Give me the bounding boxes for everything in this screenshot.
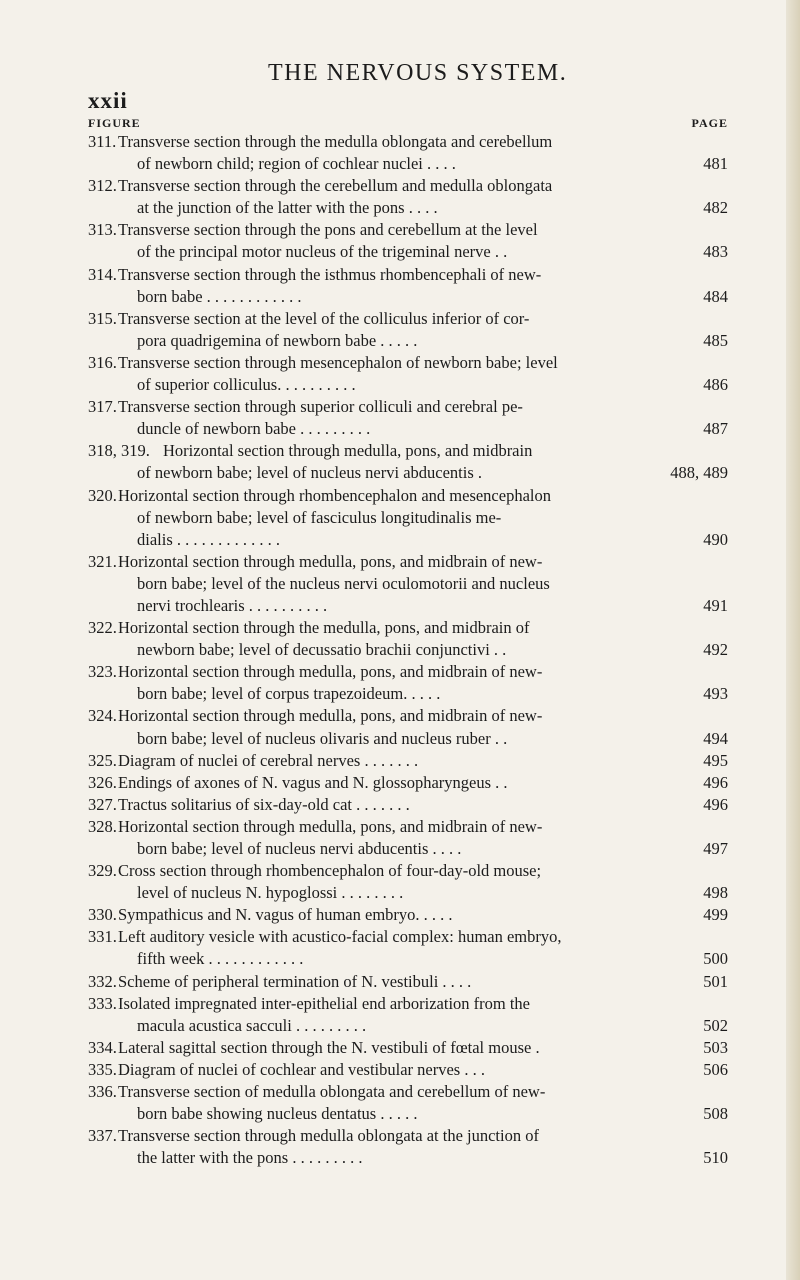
figure-list-line	[88, 485, 728, 507]
figure-list-line	[88, 705, 728, 727]
page-reference: 486	[703, 375, 728, 395]
figure-list-line	[88, 1103, 728, 1125]
page-reference: 496	[703, 794, 728, 814]
page-reference: 484	[703, 286, 728, 306]
figure-caption: Horizontal section through medulla, pons, and midbrain	[163, 441, 533, 461]
figure-caption: Isolated impregnated inter-epithelial end arborization from the	[118, 993, 531, 1013]
figure-caption: nervi trochlearis . . . . . . . . . .	[137, 595, 328, 615]
figure-list-line	[88, 507, 728, 529]
figure-caption: Transverse section through the cerebellum and medulla oblongata	[118, 176, 553, 196]
figure-list	[88, 131, 728, 1169]
figure-list-line	[88, 1015, 728, 1037]
figure-number: 318, 319.	[88, 441, 150, 461]
page-reference: 501	[703, 971, 728, 991]
page-header	[88, 60, 728, 113]
figure-list-line	[88, 904, 728, 926]
figure-caption: Transverse section at the level of the colliculus inferior of cor-	[118, 308, 530, 328]
page-reference: 482	[703, 198, 728, 218]
figure-number: 321.	[88, 551, 117, 571]
figure-list-line	[88, 153, 728, 175]
figure-list-line	[88, 241, 728, 263]
figure-list-line	[88, 418, 728, 440]
figure-list-line	[88, 352, 728, 374]
figure-list-line	[88, 396, 728, 418]
figure-caption: of newborn babe; level of fasciculus longitudinalis me-	[137, 507, 502, 527]
figure-list-line	[88, 286, 728, 308]
figure-number: 325.	[88, 750, 117, 770]
page-reference: 483	[703, 242, 728, 262]
figure-caption: Transverse section through medulla oblongata at the junction of	[118, 1126, 539, 1146]
figure-list-line	[88, 772, 728, 794]
figure-list-line	[88, 131, 728, 153]
figure-caption: Diagram of nuclei of cerebral nerves . . . . . . .	[118, 750, 419, 770]
figure-number: 315.	[88, 308, 117, 328]
figure-caption: Horizontal section through medulla, pons, and midbrain of new-	[118, 706, 543, 726]
figure-number: 335.	[88, 1059, 117, 1079]
figure-list-line	[88, 993, 728, 1015]
figure-caption: Left auditory vesicle with acustico-facial complex: human embryo,	[118, 927, 562, 947]
figure-list-line	[88, 617, 728, 639]
figure-list-line	[88, 175, 728, 197]
figure-caption: Horizontal section through medulla, pons, and midbrain of new-	[118, 662, 543, 682]
figure-caption: newborn babe; level of decussatio brachii conjunctivi . .	[137, 640, 507, 660]
page-reference: 491	[703, 595, 728, 615]
figure-caption: pora quadrigemina of newborn babe . . . . .	[137, 330, 418, 350]
figure-caption: Horizontal section through medulla, pons, and midbrain of new-	[118, 551, 543, 571]
figure-caption: of superior colliculus. . . . . . . . . .	[137, 375, 356, 395]
figure-caption: duncle of newborn babe . . . . . . . . .	[137, 419, 371, 439]
figure-number: 333.	[88, 993, 117, 1013]
page-reference: 499	[703, 905, 728, 925]
figure-list-line	[88, 860, 728, 882]
figure-number: 327.	[88, 794, 117, 814]
page-reference: 494	[703, 728, 728, 748]
figure-number: 317.	[88, 397, 117, 417]
figure-list-line	[88, 1081, 728, 1103]
figure-caption: dialis . . . . . . . . . . . . .	[137, 529, 280, 549]
page-reference: 488, 489	[670, 463, 728, 483]
figure-number: 330.	[88, 905, 117, 925]
figure-list-line	[88, 573, 728, 595]
figure-column-header: FIGURE	[88, 116, 141, 130]
figure-list-line	[88, 595, 728, 617]
page-number: xxii	[88, 88, 128, 113]
page-reference: 485	[703, 330, 728, 350]
page-reference: 493	[703, 684, 728, 704]
figure-caption: Horizontal section through medulla, pons, and midbrain of new-	[118, 816, 543, 836]
figure-caption: level of nucleus N. hypoglossi . . . . . . . .	[137, 883, 404, 903]
figure-list-line	[88, 926, 728, 948]
figure-caption: Transverse section through the isthmus rhombencephali of new-	[118, 264, 542, 284]
figure-number: 332.	[88, 971, 117, 991]
figure-caption: Cross section through rhombencephalon of four-day-old mouse;	[118, 861, 542, 881]
figure-caption: born babe; level of the nucleus nervi oculomotorii and nucleus	[137, 573, 550, 593]
figure-list-line	[88, 794, 728, 816]
figure-caption: Horizontal section through rhombencephalon and mesencephalon	[118, 485, 551, 505]
page-reference: 510	[703, 1148, 728, 1168]
figure-caption: Transverse section through the pons and cerebellum at the level	[118, 220, 538, 240]
figure-caption: of newborn babe; level of nucleus nervi abducentis .	[137, 463, 483, 483]
figure-list-line	[88, 661, 728, 683]
figure-caption: of the principal motor nucleus of the trigeminal nerve . .	[137, 242, 508, 262]
figure-caption: of newborn child; region of cochlear nuclei . . . .	[137, 154, 456, 174]
figure-number: 316.	[88, 352, 117, 372]
figure-number: 334.	[88, 1037, 117, 1057]
figure-caption: Transverse section through mesencephalon of newborn babe; level	[118, 352, 558, 372]
figure-number: 331.	[88, 927, 117, 947]
figure-list-line	[88, 1037, 728, 1059]
page-reference: 487	[703, 419, 728, 439]
figure-caption: Horizontal section through the medulla, pons, and midbrain of	[118, 618, 530, 638]
figure-list-line	[88, 1125, 728, 1147]
page-reference: 490	[703, 529, 728, 549]
figure-number: 313.	[88, 220, 117, 240]
figure-list-line	[88, 440, 728, 462]
page-edge	[786, 0, 800, 1280]
figure-list-line	[88, 529, 728, 551]
figure-list-line	[88, 197, 728, 219]
figure-caption: Transverse section through the medulla oblongata and cerebellum	[118, 132, 553, 151]
figure-list-line	[88, 551, 728, 573]
figure-list-line	[88, 971, 728, 993]
page-reference: 481	[703, 154, 728, 174]
figure-list-line	[88, 1147, 728, 1169]
figure-number: 320.	[88, 485, 117, 505]
figure-list-line	[88, 882, 728, 904]
figure-caption: Transverse section of medulla oblongata and cerebellum of new-	[118, 1082, 546, 1102]
figure-number: 323.	[88, 662, 117, 682]
figure-caption: born babe; level of nucleus olivaris and nucleus ruber . .	[137, 728, 508, 748]
figure-number: 324.	[88, 706, 117, 726]
figure-caption: Tractus solitarius of six-day-old cat . . . . . . .	[118, 794, 410, 814]
figure-list-line	[88, 1059, 728, 1081]
figure-list-line	[88, 728, 728, 750]
figure-caption: Diagram of nuclei of cochlear and vestibular nerves . . .	[118, 1059, 485, 1079]
page-reference: 500	[703, 949, 728, 969]
figure-list-line	[88, 838, 728, 860]
figure-list-line	[88, 219, 728, 241]
figure-number: 337.	[88, 1126, 117, 1146]
figure-number: 336.	[88, 1082, 117, 1102]
figure-number: 326.	[88, 772, 117, 792]
figure-list-line	[88, 816, 728, 838]
figure-list-line	[88, 948, 728, 970]
figure-caption: Transverse section through superior colliculi and cerebral pe-	[118, 397, 523, 417]
figure-caption: at the junction of the latter with the pons . . . .	[137, 198, 438, 218]
running-title: THE NERVOUS SYSTEM.	[268, 60, 568, 86]
figure-list-line	[88, 683, 728, 705]
column-headers	[88, 116, 728, 131]
figure-list-line	[88, 750, 728, 772]
figure-number: 314.	[88, 264, 117, 284]
page-column-header: PAGE	[691, 116, 728, 130]
figure-number: 329.	[88, 861, 117, 881]
page-reference: 492	[703, 640, 728, 660]
page-reference: 496	[703, 772, 728, 792]
page-reference: 495	[703, 750, 728, 770]
figure-list-line	[88, 330, 728, 352]
figure-caption: born babe . . . . . . . . . . . .	[137, 286, 302, 306]
figure-list-line	[88, 462, 728, 484]
page-reference: 506	[703, 1059, 728, 1079]
page-reference: 497	[703, 839, 728, 858]
page-reference: 503	[703, 1037, 728, 1057]
figure-caption: Sympathicus and N. vagus of human embryo. . . . .	[118, 905, 453, 925]
figure-caption: Endings of axones of N. vagus and N. glossopharyngeus . .	[118, 772, 508, 792]
figure-caption: fifth week . . . . . . . . . . . .	[137, 949, 304, 969]
page-reference: 498	[703, 883, 728, 903]
figure-caption: born babe; level of nucleus nervi abducentis . . . .	[137, 839, 462, 858]
figure-caption: born babe showing nucleus dentatus . . . . .	[137, 1104, 418, 1124]
page-reference: 502	[703, 1015, 728, 1035]
figure-caption: Scheme of peripheral termination of N. vestibuli . . . .	[118, 971, 472, 991]
figure-caption: the latter with the pons . . . . . . . . .	[137, 1148, 363, 1168]
figure-number: 311.	[88, 132, 117, 151]
figure-list-line	[88, 374, 728, 396]
page-reference: 508	[703, 1104, 728, 1124]
figure-list-line	[88, 308, 728, 330]
figure-caption: Lateral sagittal section through the N. vestibuli of fœtal mouse .	[118, 1037, 540, 1057]
figure-list-line	[88, 639, 728, 661]
figure-list-line	[88, 264, 728, 286]
figure-caption: macula acustica sacculi . . . . . . . . .	[137, 1015, 367, 1035]
figure-number: 328.	[88, 816, 117, 836]
figure-number: 322.	[88, 618, 117, 638]
figure-caption: born babe; level of corpus trapezoideum. . . . .	[137, 684, 441, 704]
figure-number: 312.	[88, 176, 117, 196]
